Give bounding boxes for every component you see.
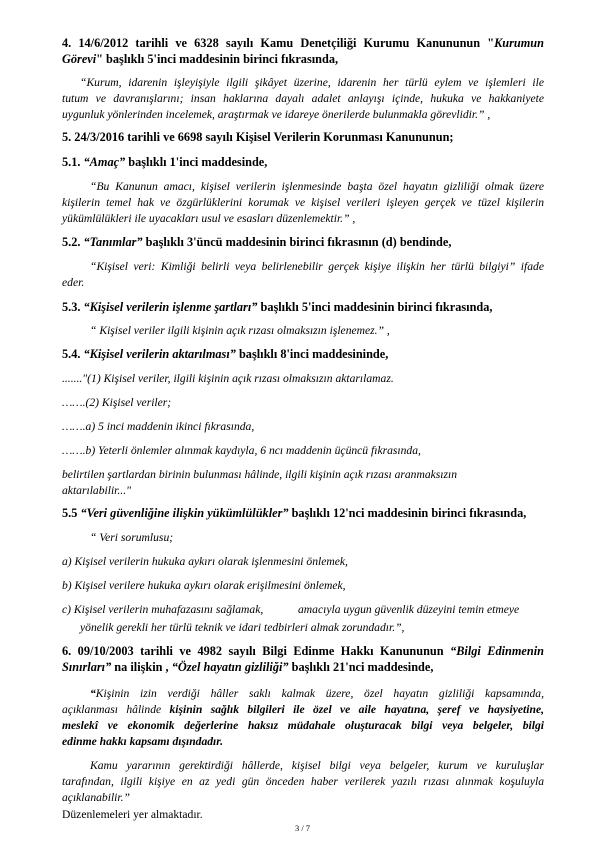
section-5-5-title: “Veri güvenliğine ilişkin yükümlülükler”	[80, 506, 289, 520]
section-5-heading: 5. 24/3/2016 tarihli ve 6698 sayılı Kişisel Verilerin Korunması Kanununun;	[62, 130, 454, 144]
section-5-3-number: 5.3.	[62, 300, 84, 314]
section-4-quote-line: uygunluk yönlerinden incelemek, araştırmak ve idareye önerilerde bulunmakla görevlidir.” ,	[62, 108, 491, 121]
section-5-5-quote-line: a) Kişisel verilerin hukuka aykırı olarak işlenmesini önlemek,	[62, 555, 348, 568]
section-6-heading-mid: na ilişkin ,	[111, 660, 172, 674]
section-5-4-quote-line: belirtilen şartlardan birinin bulunması hâlinde, ilgili kişinin açık rızası aranmaksızın	[62, 468, 458, 481]
section-5-3-title: “Kişisel verilerin işlenme şartları”	[83, 300, 258, 314]
section-6-quote-line: açıklanabilir.”	[62, 791, 130, 804]
section-5-4-quote-line: ......."(1) Kişisel veriler, ilgili kişinin açık rızası olmaksızın aktarılamaz.	[62, 372, 394, 385]
section-5-2-quote-line: “Kişisel veri: Kimliği belirli veya belirlenebilir gerçek kişiye ilişkin her türlü bilgiyi” ifade	[90, 260, 544, 273]
section-5-1-rest: başlıklı 1'inci maddesinde,	[125, 155, 268, 169]
section-5-1-heading	[62, 155, 267, 170]
section-5-1-quote-line: “Bu Kanunun amacı, kişisel verilerin işlenmesinde başta özel hayatın gizliliği olmak üzere	[90, 180, 544, 193]
section-5-5-quote-line: amacıyla uygun güvenlik düzeyini temin etmeye	[298, 603, 520, 616]
section-5-2-rest: başlıklı 3'üncü maddesinin birinci fıkrasının (d) bendinde,	[142, 235, 452, 249]
closing-sentence: Düzenlemeleri yer almaktadır.	[62, 808, 203, 821]
section-6-heading	[62, 644, 544, 659]
section-5-4-number: 5.4.	[62, 347, 84, 361]
section-5-2-number: 5.2.	[62, 235, 84, 249]
section-6-quote-line: edinme hakkı kapsamı dışındadır.	[62, 735, 224, 748]
section-5-3-rest: başlıklı 5'inci maddesinin birinci fıkrasında,	[257, 300, 493, 314]
section-5-4-quote-line: …….(2) Kişisel veriler;	[62, 396, 172, 409]
section-5-5-quote-line: “ Veri sorumlusu;	[90, 531, 174, 544]
section-6-article-title: “Özel hayatın gizliliği”	[171, 660, 289, 674]
section-5-5-number: 5.5	[62, 506, 81, 520]
section-4-heading-rest: " başlıklı 5'inci maddesinin birinci fıkrasında,	[96, 52, 339, 66]
section-5-2-title: “Tanımlar”	[83, 235, 143, 249]
section-6-quoted-title-cont: Sınırları”	[62, 660, 112, 674]
section-5-1-quote-line: kişilerin temel hak ve özgürlüklerini korumak ve kişisel verileri işleyen gerçek ve tüzel kişilerin	[62, 196, 544, 209]
section-5-2-heading	[62, 235, 451, 250]
section-5-4-quote-line: aktarılabilir..."	[62, 484, 131, 497]
section-6-quote-line	[90, 686, 544, 701]
section-6-heading-cont	[62, 660, 433, 675]
section-4-heading-cont	[62, 52, 338, 67]
section-4-quoted-title-cont: Görevi	[62, 52, 97, 66]
section-5-5-heading	[62, 506, 526, 521]
section-4-heading	[62, 36, 544, 51]
section-4-quote-line: “Kurum, idarenin işleyişiyle ilgili şikâyet üzerine, idarenin her türlü eylem ve işlemleri ile	[80, 76, 544, 89]
page-number: 3 / 7	[294, 823, 311, 833]
section-6-quote-line: Kamu yararının gerektirdiği hâllerde, kişisel bilgi veya belgeler, kurum ve kuruluşlar	[90, 759, 544, 772]
section-5-3-heading	[62, 300, 492, 315]
section-4-heading-text: 4. 14/6/2012 tarihli ve 6328 sayılı Kamu Denetçiliği Kurumu Kanununun "	[62, 36, 495, 50]
section-5-5-quote-line: c) Kişisel verilerin muhafazasını sağlamak,	[62, 603, 264, 616]
section-5-3-quote-line: “ Kişisel veriler ilgili kişinin açık rızası olmaksızın işlenemez.” ,	[90, 324, 390, 337]
section-6-quote-line: tarafından, ilgili kişiye en az yedi gün önceden haber verilerek yazılı rızası alınmak koşuluyla	[62, 775, 544, 788]
section-5-1-title: “Amaç”	[83, 155, 126, 169]
section-5-5-rest: başlıklı 12'nci maddesinin birinci fıkrasında,	[288, 506, 527, 520]
section-6-quote-text: açıklanması hâlinde	[62, 703, 170, 716]
open-quote-mark: “	[90, 687, 96, 700]
section-5-4-rest: başlıklı 8'inci maddesininde,	[235, 347, 389, 361]
section-5-4-title: “Kişisel verilerin aktarılması”	[83, 347, 236, 361]
section-4-quote-line: tutum ve davranışlarını; insan haklarına dayalı adalet anlayışı içinde, hukuka ve hakkaniyete	[62, 92, 544, 105]
section-5-4-quote-line: …….a) 5 inci maddenin ikinci fıkrasında,	[62, 420, 255, 433]
section-6-quote-bold: kişinin sağlık bilgileri ile özel ve aile hayatına, şeref ve haysiyetine,	[169, 703, 544, 716]
section-5-5-quote-line: b) Kişisel verilere hukuka aykırı olarak erişilmesini önlemek,	[62, 579, 346, 592]
section-6-quote-text: Kişinin izin verdiği hâller saklı kalmak üzere, özel hayatın gizliliği kapsamında,	[95, 687, 544, 700]
section-5-4-heading	[62, 347, 388, 362]
section-4-quoted-title: Kurumun	[494, 36, 544, 50]
section-5-5-quote-line: yönelik gerekli her türlü teknik ve idari tedbirleri almak zorundadır.”,	[80, 621, 405, 634]
section-6-heading-text: 6. 09/10/2003 tarihli ve 4982 sayılı Bilgi Edinme Hakkı Kanununun	[62, 644, 451, 658]
section-5-1-quote-line: yükümlülükleri ile uyacakları usul ve esasları düzenlemektir.” ,	[62, 212, 356, 225]
section-6-quoted-title: “Bilgi Edinmenin	[450, 644, 544, 658]
section-5-1-number: 5.1.	[62, 155, 84, 169]
section-6-quote-line	[62, 702, 544, 717]
section-6-quote-line: meslekî ve ekonomik değerlerine haksız müdahale oluşturacak bilgi veya belgeler, bilgi	[62, 719, 544, 732]
section-6-heading-rest: başlıklı 21'nci maddesinde,	[288, 660, 434, 674]
section-5-4-quote-line: …….b) Yeterli önlemler alınmak kaydıyla, 6 ncı maddenin üçüncü fıkrasında,	[62, 444, 421, 457]
section-5-2-quote-line: eder.	[62, 276, 85, 289]
